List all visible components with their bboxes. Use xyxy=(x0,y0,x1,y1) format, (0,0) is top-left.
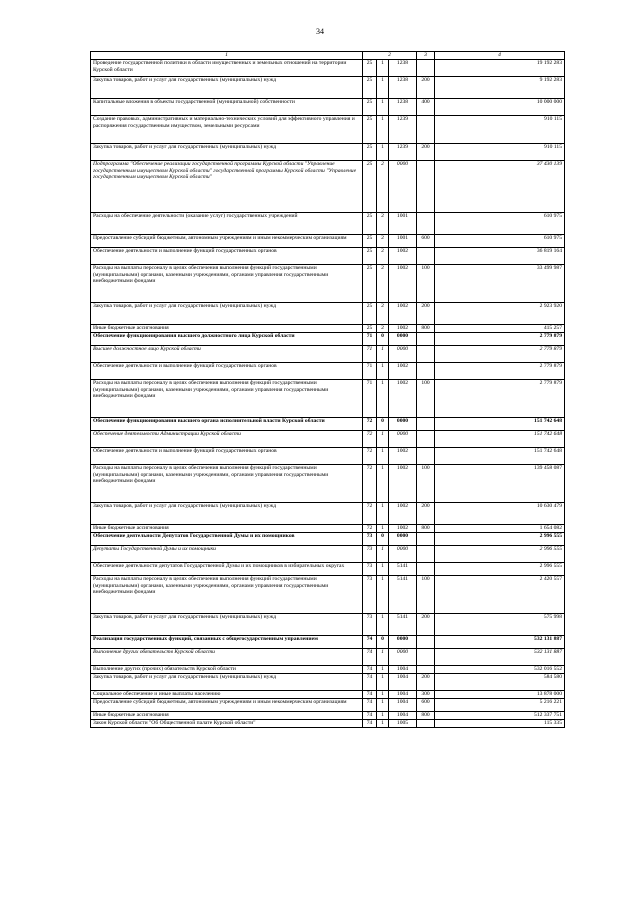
row-code-c-cell: 0000 xyxy=(389,431,417,448)
row-code-c-cell: 1001 xyxy=(389,235,417,248)
row-code-c-cell: 0000 xyxy=(389,649,417,666)
row-code-c-cell: 1002 xyxy=(389,380,417,418)
row-code-a-cell: 25 xyxy=(363,99,377,116)
row-code-c-cell: 0000 xyxy=(389,533,417,546)
row-code-d-cell xyxy=(417,720,435,728)
row-code-c-cell: 1001 xyxy=(389,213,417,235)
row-code-d-cell xyxy=(417,533,435,546)
row-code-a-cell: 25 xyxy=(363,265,377,303)
table-row xyxy=(91,303,565,325)
row-code-d-cell: 200 xyxy=(417,674,435,691)
row-code-a-cell: 73 xyxy=(363,614,377,636)
row-name-cell: Создание правовых, административных и материально-технических условий для эффективного управления и распоряжения государственным имуществом, земельными ресурсами xyxy=(91,116,363,144)
row-amount-cell: 151 742 648 xyxy=(435,431,565,448)
row-name-cell: Обеспечение функционирования высшего органа исполнительной власти Курской области xyxy=(91,418,363,431)
row-amount-cell: 584 580 xyxy=(435,674,565,691)
row-code-c-cell: 1002 xyxy=(389,363,417,380)
row-code-c-cell: 1239 xyxy=(389,144,417,161)
table-row xyxy=(91,563,565,576)
row-code-d-cell: 800 xyxy=(417,525,435,533)
row-code-a-cell: 25 xyxy=(363,60,377,77)
row-code-b-cell: 0 xyxy=(377,418,389,431)
row-code-d-cell xyxy=(417,60,435,77)
row-amount-cell: 10 630 479 xyxy=(435,503,565,525)
row-code-b-cell: 1 xyxy=(377,666,389,674)
row-name-cell: Выполнение других (прочих) обязательств Курской области xyxy=(91,666,363,674)
row-code-c-cell: 0000 xyxy=(389,333,417,346)
row-code-a-cell: 25 xyxy=(363,161,377,213)
row-name-cell: Закупка товаров, работ и услуг для государственных (муниципальных) нужд xyxy=(91,503,363,525)
table-row xyxy=(91,116,565,144)
row-amount-cell: 532 131 887 xyxy=(435,649,565,666)
row-code-d-cell xyxy=(417,636,435,649)
row-amount-cell: 37 430 139 xyxy=(435,161,565,213)
row-code-a-cell: 74 xyxy=(363,699,377,712)
row-code-d-cell xyxy=(417,213,435,235)
row-code-d-cell: 600 xyxy=(417,235,435,248)
row-code-a-cell: 74 xyxy=(363,674,377,691)
row-code-b-cell: 1 xyxy=(377,77,389,99)
row-name-cell: Расходы на выплаты персоналу в целях обеспечения выполнения функций государственными (муниципальными) органами, казенными учреждениями, органами управления государственными внебюджетными фондами xyxy=(91,265,363,303)
row-code-a-cell: 73 xyxy=(363,563,377,576)
row-code-a-cell: 74 xyxy=(363,666,377,674)
row-name-cell: Депутаты Государственной Думы и их помощники xyxy=(91,546,363,563)
row-code-b-cell: 1 xyxy=(377,60,389,77)
row-name-cell: Обеспечение деятельности и выполнение функций государственных органов xyxy=(91,363,363,380)
row-code-c-cell: 1002 xyxy=(389,465,417,503)
row-code-b-cell: 1 xyxy=(377,614,389,636)
row-code-c-cell: 1238 xyxy=(389,60,417,77)
row-amount-cell: 2 996 555 xyxy=(435,563,565,576)
row-name-cell: Социальное обеспечение и иные выплаты населению xyxy=(91,691,363,699)
row-code-a-cell: 74 xyxy=(363,691,377,699)
row-code-c-cell: 0000 xyxy=(389,161,417,213)
row-code-d-cell: 200 xyxy=(417,303,435,325)
table-row xyxy=(91,363,565,380)
row-code-a-cell: 74 xyxy=(363,636,377,649)
row-code-b-cell: 0 xyxy=(377,636,389,649)
table-row xyxy=(91,99,565,116)
row-code-c-cell: 0000 xyxy=(389,418,417,431)
table-row xyxy=(91,465,565,503)
table-row xyxy=(91,546,565,563)
table-row xyxy=(91,448,565,465)
row-code-b-cell: 1 xyxy=(377,99,389,116)
row-amount-cell: 532 016 552 xyxy=(435,666,565,674)
row-name-cell: Иные бюджетные ассигнования xyxy=(91,712,363,720)
row-amount-cell: 2 779 879 xyxy=(435,333,565,346)
row-code-d-cell xyxy=(417,649,435,666)
table-row xyxy=(91,636,565,649)
row-name-cell: Закупка товаров, работ и услуг для государственных (муниципальных) нужд xyxy=(91,674,363,691)
table-row xyxy=(91,213,565,235)
row-code-c-cell: 0000 xyxy=(389,546,417,563)
row-code-b-cell: 1 xyxy=(377,144,389,161)
row-code-d-cell: 300 xyxy=(417,691,435,699)
row-code-a-cell: 72 xyxy=(363,525,377,533)
row-amount-cell: 532 131 887 xyxy=(435,636,565,649)
table-row xyxy=(91,503,565,525)
header-col-1: 1 xyxy=(91,52,363,60)
row-code-b-cell: 1 xyxy=(377,720,389,728)
table-row xyxy=(91,674,565,691)
row-name-cell: Обеспечение функционирования высшего должностного лица Курской области xyxy=(91,333,363,346)
row-code-c-cell: 1239 xyxy=(389,116,417,144)
row-code-a-cell: 71 xyxy=(363,346,377,363)
row-amount-cell: 910 115 xyxy=(435,116,565,144)
row-code-c-cell: 1002 xyxy=(389,448,417,465)
row-name-cell: Расходы на выплаты персоналу в целях обеспечения выполнения функций государственными (муниципальными) органами, казенными учреждениями, органами управления государственными внебюджетными фондами xyxy=(91,465,363,503)
row-code-a-cell: 25 xyxy=(363,213,377,235)
row-code-b-cell: 1 xyxy=(377,465,389,503)
row-code-a-cell: 74 xyxy=(363,720,377,728)
row-code-b-cell: 1 xyxy=(377,503,389,525)
row-code-b-cell: 0 xyxy=(377,533,389,546)
row-code-b-cell: 2 xyxy=(377,161,389,213)
row-code-c-cell: 1002 xyxy=(389,525,417,533)
row-code-a-cell: 73 xyxy=(363,533,377,546)
table-row xyxy=(91,525,565,533)
row-code-d-cell xyxy=(417,448,435,465)
row-code-a-cell: 72 xyxy=(363,465,377,503)
row-code-b-cell: 2 xyxy=(377,303,389,325)
row-amount-cell: 610 975 xyxy=(435,235,565,248)
row-code-b-cell: 1 xyxy=(377,346,389,363)
row-code-c-cell: 5141 xyxy=(389,576,417,614)
row-code-c-cell: 1005 xyxy=(389,720,417,728)
row-code-d-cell: 200 xyxy=(417,503,435,525)
row-code-a-cell: 25 xyxy=(363,248,377,265)
row-amount-cell: 10 000 000 xyxy=(435,99,565,116)
table-row xyxy=(91,649,565,666)
row-code-d-cell xyxy=(417,333,435,346)
table-row xyxy=(91,533,565,546)
row-code-d-cell xyxy=(417,116,435,144)
row-amount-cell: 2 779 879 xyxy=(435,346,565,363)
table-row xyxy=(91,380,565,418)
row-code-d-cell: 100 xyxy=(417,576,435,614)
row-code-c-cell: 5141 xyxy=(389,563,417,576)
table-row xyxy=(91,265,565,303)
row-code-b-cell: 1 xyxy=(377,525,389,533)
row-amount-cell: 19 192 283 xyxy=(435,60,565,77)
row-code-a-cell: 25 xyxy=(363,325,377,333)
budget-table xyxy=(90,51,565,728)
row-code-b-cell: 1 xyxy=(377,380,389,418)
row-code-b-cell: 2 xyxy=(377,248,389,265)
row-amount-cell: 115 335 xyxy=(435,720,565,728)
row-code-b-cell: 1 xyxy=(377,431,389,448)
row-amount-cell: 33 499 987 xyxy=(435,265,565,303)
row-amount-cell: 151 742 648 xyxy=(435,448,565,465)
table-row xyxy=(91,161,565,213)
row-code-b-cell: 1 xyxy=(377,649,389,666)
row-amount-cell: 2 923 920 xyxy=(435,303,565,325)
table-row xyxy=(91,325,565,333)
row-code-d-cell: 100 xyxy=(417,265,435,303)
row-amount-cell: 2 996 555 xyxy=(435,533,565,546)
row-amount-cell: 910 115 xyxy=(435,144,565,161)
row-code-c-cell: 1004 xyxy=(389,691,417,699)
row-name-cell: Предоставление субсидий бюджетным, автономным учреждениям и иным некоммерческим организациям xyxy=(91,235,363,248)
row-code-d-cell xyxy=(417,346,435,363)
row-amount-cell: 610 975 xyxy=(435,213,565,235)
row-code-c-cell: 1004 xyxy=(389,712,417,720)
row-code-b-cell: 2 xyxy=(377,235,389,248)
row-name-cell: Закупка товаров, работ и услуг для государственных (муниципальных) нужд xyxy=(91,144,363,161)
row-code-d-cell: 200 xyxy=(417,614,435,636)
table-row xyxy=(91,248,565,265)
row-code-b-cell: 1 xyxy=(377,691,389,699)
row-code-c-cell: 1004 xyxy=(389,674,417,691)
row-code-b-cell: 1 xyxy=(377,712,389,720)
row-name-cell: Закупка товаров, работ и услуг для государственных (муниципальных) нужд xyxy=(91,77,363,99)
row-code-a-cell: 25 xyxy=(363,235,377,248)
row-code-b-cell: 1 xyxy=(377,563,389,576)
row-code-d-cell xyxy=(417,161,435,213)
table-row xyxy=(91,77,565,99)
row-amount-cell: 575 998 xyxy=(435,614,565,636)
row-code-b-cell: 1 xyxy=(377,576,389,614)
row-name-cell: Обеспечение деятельности и выполнение функций государственных органов xyxy=(91,248,363,265)
row-code-d-cell: 400 xyxy=(417,99,435,116)
row-code-b-cell: 2 xyxy=(377,265,389,303)
row-name-cell: Иные бюджетные ассигнования xyxy=(91,325,363,333)
row-code-c-cell: 1004 xyxy=(389,666,417,674)
row-amount-cell: 13 878 000 xyxy=(435,691,565,699)
row-name-cell: Высшее должностное лицо Курской области xyxy=(91,346,363,363)
row-code-a-cell: 72 xyxy=(363,431,377,448)
row-code-d-cell xyxy=(417,363,435,380)
row-name-cell: Расходы на выплаты персоналу в целях обеспечения выполнения функций государственными (муниципальными) органами, казенными учреждениями, органами управления государственными внебюджетными фондами xyxy=(91,380,363,418)
row-code-b-cell: 2 xyxy=(377,325,389,333)
row-code-b-cell: 1 xyxy=(377,699,389,712)
row-name-cell: Расходы на обеспечение деятельности (оказание услуг) государственных учреждений xyxy=(91,213,363,235)
row-code-d-cell xyxy=(417,418,435,431)
table-row xyxy=(91,576,565,614)
table-row xyxy=(91,712,565,720)
row-code-a-cell: 74 xyxy=(363,649,377,666)
header-col-3: 3 xyxy=(417,52,435,60)
row-name-cell: Выполнение других обязательств Курской области xyxy=(91,649,363,666)
row-code-c-cell: 5141 xyxy=(389,614,417,636)
row-code-b-cell: 1 xyxy=(377,448,389,465)
table-row xyxy=(91,235,565,248)
row-code-c-cell: 1002 xyxy=(389,265,417,303)
row-code-c-cell: 1238 xyxy=(389,77,417,99)
row-amount-cell: 2 779 879 xyxy=(435,380,565,418)
table-row xyxy=(91,614,565,636)
row-code-c-cell: 1002 xyxy=(389,503,417,525)
row-code-d-cell xyxy=(417,666,435,674)
row-code-d-cell: 800 xyxy=(417,325,435,333)
row-name-cell: Закон Курской области "Об Общественной палате Курской области" xyxy=(91,720,363,728)
page-number: 34 xyxy=(316,27,324,36)
row-code-a-cell: 25 xyxy=(363,77,377,99)
row-name-cell: Закупка товаров, работ и услуг для государственных (муниципальных) нужд xyxy=(91,614,363,636)
table-row xyxy=(91,666,565,674)
table-row xyxy=(91,691,565,699)
row-code-c-cell: 1002 xyxy=(389,248,417,265)
table-row xyxy=(91,346,565,363)
row-code-b-cell: 1 xyxy=(377,116,389,144)
row-name-cell: Обеспечение деятельности и выполнение функций государственных органов xyxy=(91,448,363,465)
row-amount-cell: 415 257 xyxy=(435,325,565,333)
table-row xyxy=(91,699,565,712)
row-code-a-cell: 25 xyxy=(363,303,377,325)
row-amount-cell: 512 337 751 xyxy=(435,712,565,720)
row-code-c-cell: 0000 xyxy=(389,346,417,363)
row-code-d-cell: 100 xyxy=(417,380,435,418)
row-amount-cell: 36 819 164 xyxy=(435,248,565,265)
row-code-d-cell: 200 xyxy=(417,77,435,99)
row-name-cell: Проведение государственной политики в области имущественных и земельных отношений на территории Курской области xyxy=(91,60,363,77)
table-header-row xyxy=(91,52,565,60)
row-amount-cell: 5 216 221 xyxy=(435,699,565,712)
row-code-d-cell: 600 xyxy=(417,699,435,712)
row-code-d-cell xyxy=(417,546,435,563)
row-amount-cell: 2 779 879 xyxy=(435,363,565,380)
row-code-c-cell: 1004 xyxy=(389,699,417,712)
row-amount-cell: 1 654 082 xyxy=(435,525,565,533)
row-code-a-cell: 74 xyxy=(363,712,377,720)
row-amount-cell: 2 420 557 xyxy=(435,576,565,614)
row-code-a-cell: 71 xyxy=(363,363,377,380)
row-code-c-cell: 1238 xyxy=(389,99,417,116)
row-code-a-cell: 72 xyxy=(363,418,377,431)
row-code-d-cell xyxy=(417,431,435,448)
row-name-cell: Обеспечение деятельности Администрации Курской области xyxy=(91,431,363,448)
table-row xyxy=(91,418,565,431)
row-code-b-cell: 1 xyxy=(377,546,389,563)
row-code-b-cell: 0 xyxy=(377,333,389,346)
row-name-cell: Обеспечение деятельности Депутатов Государственной Думы и их помощников xyxy=(91,533,363,546)
header-col-2: 2 xyxy=(363,52,417,60)
row-name-cell: Обеспечение деятельности депутатов Государственной Думы и их помощников в избирательных округах xyxy=(91,563,363,576)
row-code-a-cell: 72 xyxy=(363,503,377,525)
row-code-a-cell: 71 xyxy=(363,380,377,418)
row-name-cell: Подпрограмма "Обеспечение реализации государственной программы Курской области "Управление государственным имуществом Курской области" государственной программы Курской области "Управление государственным имуществом Курской области" xyxy=(91,161,363,213)
row-code-d-cell xyxy=(417,563,435,576)
table-row xyxy=(91,60,565,77)
row-amount-cell: 139 458 087 xyxy=(435,465,565,503)
row-name-cell: Закупка товаров, работ и услуг для государственных (муниципальных) нужд xyxy=(91,303,363,325)
row-name-cell: Реализация государственных функций, связанных с общегосударственным управлением xyxy=(91,636,363,649)
row-code-b-cell: 1 xyxy=(377,363,389,380)
row-name-cell: Капитальные вложения в объекты государственной (муниципальной) собственности xyxy=(91,99,363,116)
row-code-a-cell: 25 xyxy=(363,144,377,161)
row-name-cell: Предоставление субсидий бюджетным, автономным учреждениям и иным некоммерческим организациям xyxy=(91,699,363,712)
row-code-a-cell: 25 xyxy=(363,116,377,144)
row-amount-cell: 9 192 283 xyxy=(435,77,565,99)
row-amount-cell: 2 996 555 xyxy=(435,546,565,563)
row-code-a-cell: 73 xyxy=(363,546,377,563)
table-row xyxy=(91,720,565,728)
row-code-d-cell: 200 xyxy=(417,144,435,161)
row-code-d-cell xyxy=(417,248,435,265)
row-name-cell: Иные бюджетные ассигнования xyxy=(91,525,363,533)
table-row xyxy=(91,144,565,161)
table-row xyxy=(91,431,565,448)
row-name-cell: Расходы на выплаты персоналу в целях обеспечения выполнения функций государственными (муниципальными) органами, казенными учреждениями, органами управления государственными внебюджетными фондами xyxy=(91,576,363,614)
row-code-c-cell: 1002 xyxy=(389,325,417,333)
row-code-a-cell: 72 xyxy=(363,448,377,465)
row-amount-cell: 151 742 648 xyxy=(435,418,565,431)
row-code-b-cell: 1 xyxy=(377,674,389,691)
row-code-d-cell: 800 xyxy=(417,712,435,720)
row-code-c-cell: 1002 xyxy=(389,303,417,325)
row-code-b-cell: 2 xyxy=(377,213,389,235)
row-code-d-cell: 100 xyxy=(417,465,435,503)
row-code-a-cell: 71 xyxy=(363,333,377,346)
row-code-c-cell: 0000 xyxy=(389,636,417,649)
row-code-a-cell: 73 xyxy=(363,576,377,614)
table-row xyxy=(91,333,565,346)
header-col-4: 4 xyxy=(435,52,565,60)
